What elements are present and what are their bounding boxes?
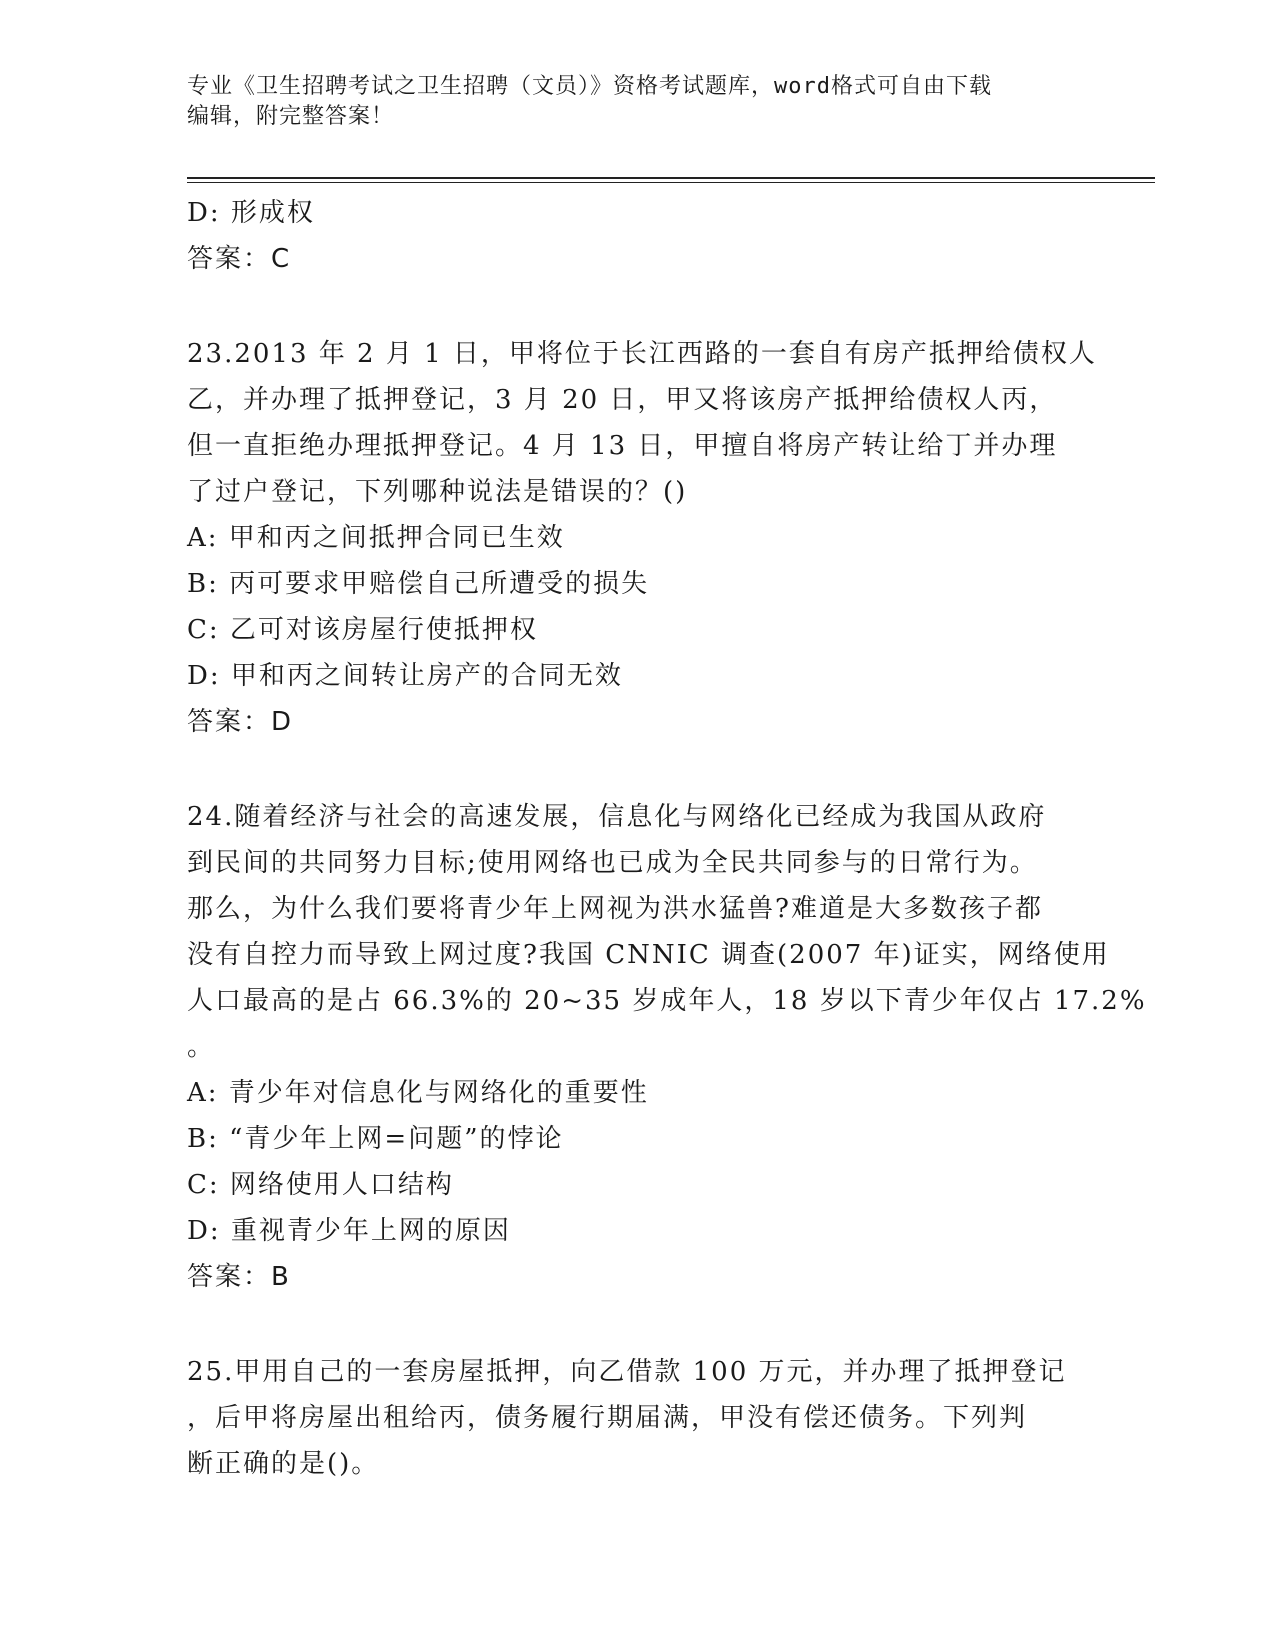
answer-line: 答案：C (187, 244, 292, 274)
question-25 (187, 1349, 1087, 1487)
option-d: D: 形成权 (187, 198, 315, 228)
question-text-line: 23.2013 年 2 月 1 日，甲将位于长江西路的一套自有房产抵押给债权人 (187, 339, 1097, 369)
option-b: B: 丙可要求甲赔偿自己所遭受的损失 (187, 569, 650, 599)
question-23 (187, 331, 1097, 745)
header-rule-thick (187, 177, 1155, 179)
option-c: C: 乙可对该房屋行使抵押权 (187, 615, 538, 645)
option-c: C: 网络使用人口结构 (187, 1170, 454, 1200)
document-header (187, 72, 1067, 132)
question-text-line: 但一直拒绝办理抵押登记。4 月 13 日，甲擅自将房产转让给丁并办理 (187, 431, 1058, 461)
question-text-line: 了过户登记，下列哪种说法是错误的？() (187, 477, 688, 507)
option-a: A: 甲和丙之间抵押合同已生效 (187, 523, 565, 553)
question-24 (187, 794, 1147, 1300)
document-body (187, 190, 1147, 1487)
question-text-line: 没有自控力而导致上网过度?我国 CNNIC 调查(2007 年)证实，网络使用 (187, 940, 1110, 970)
answer-line: 答案：B (187, 1262, 291, 1292)
header-line-1: 专业《卫生招聘考试之卫生招聘（文员）》资格考试题库，word格式可自由下载 (187, 74, 992, 99)
question-text-line: 到民间的共同努力目标;使用网络也已成为全民共同参与的日常行为。 (187, 848, 1038, 878)
question-text-line: 25.甲用自己的一套房屋抵押，向乙借款 100 万元，并办理了抵押登记 (187, 1357, 1067, 1387)
question-text-line: 那么，为什么我们要将青少年上网视为洪水猛兽?难道是大多数孩子都 (187, 894, 1043, 924)
option-d: D: 重视青少年上网的原因 (187, 1216, 511, 1246)
question-text-line: 乙，并办理了抵押登记，3 月 20 日，甲又将该房产抵押给债权人丙， (187, 385, 1058, 415)
header-rule-thin (187, 182, 1155, 183)
question-text-line: 24.随着经济与社会的高速发展，信息化与网络化已经成为我国从政府 (187, 802, 1047, 832)
option-b: B: “青少年上网=问题”的悖论 (187, 1124, 564, 1154)
question-text-line: 人口最高的是占 66.3%的 20~35 岁成年人，18 岁以下青少年仅占 17.2% (187, 986, 1147, 1016)
header-line-2: 编辑，附完整答案！ (187, 104, 395, 129)
question-text-line: ，后甲将房屋出租给丙，债务履行期届满，甲没有偿还债务。下列判 (187, 1403, 1028, 1433)
option-d: D: 甲和丙之间转让房产的合同无效 (187, 661, 623, 691)
question-text-line: 断正确的是()。 (187, 1449, 380, 1479)
question-text-line: 。 (187, 1032, 216, 1062)
option-a: A: 青少年对信息化与网络化的重要性 (187, 1078, 649, 1108)
answer-line: 答案：D (187, 707, 294, 737)
